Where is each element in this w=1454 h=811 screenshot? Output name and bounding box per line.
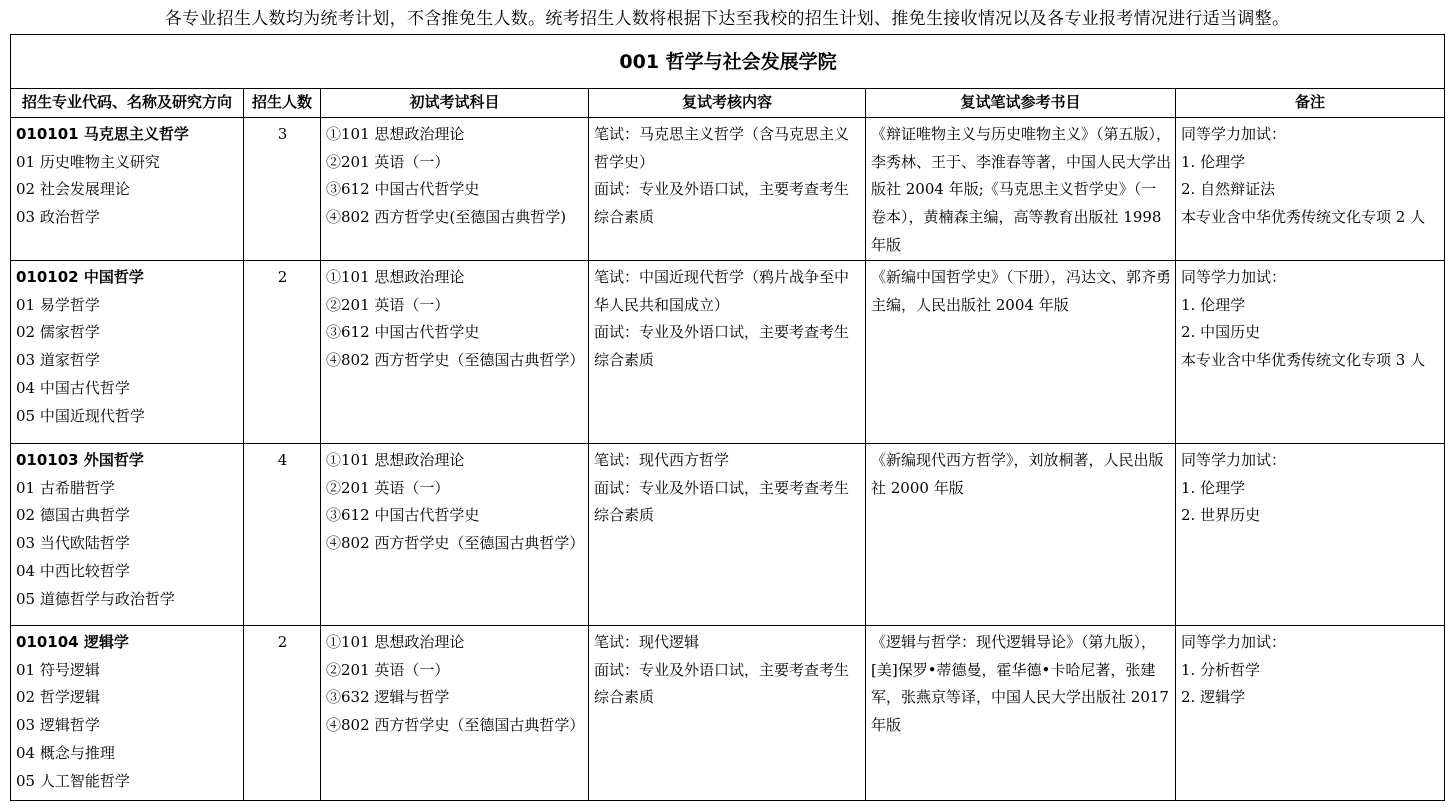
books-cell [866,117,1176,260]
exam-subject: ②201 英语（一） [326,478,450,497]
exams-cell [321,443,589,625]
retest-cell [589,260,866,443]
reference-book: 《逻辑与哲学：现代逻辑导论》（第九版），[美]保罗•蒂德曼，霍华德•卡哈尼著，张建军，张燕京等译，中国人民大学出版社 2017 年版 [871,632,1169,735]
enrollment-count: 2 [244,625,321,800]
exam-subject: ①101 思想政治理论 [326,267,465,286]
remark-line: 本专业含中华优秀传统文化专项 2 人 [1181,208,1426,227]
research-direction: 02 德国古典哲学 [16,506,130,525]
remark-line: 1. 伦理学 [1181,295,1246,314]
college-title: 001 哲学与社会发展学院 [11,35,1445,89]
research-direction: 02 儒家哲学 [16,323,100,342]
books-cell [866,443,1176,625]
major-name: 010104 逻辑学 [16,632,129,651]
research-direction: 02 社会发展理论 [16,180,130,199]
exam-subject: ③612 中国古代哲学史 [326,323,480,342]
admission-table [10,34,1445,801]
research-direction: 03 逻辑哲学 [16,716,100,735]
research-direction: 03 政治哲学 [16,208,100,227]
major-cell [11,260,244,443]
retest-content: 笔试：马克思主义哲学（含马克思主义哲学史） [594,124,850,171]
exam-subject: ④802 西方哲学史（至德国古典哲学） [326,351,585,370]
remark-line: 2. 自然辩证法 [1181,180,1276,199]
remarks-cell [1176,117,1445,260]
header-retest: 复试考核内容 [589,89,866,118]
admission-note: 各专业招生人数均为统考计划，不含推免生人数。统考招生人数将根据下达至我校的招生计划、推免生接收情况以及各专业报考情况进行适当调整。 [164,9,1290,29]
remarks-cell [1176,625,1445,800]
major-name: 010101 马克思主义哲学 [16,124,189,143]
research-direction: 01 历史唯物主义研究 [16,152,160,171]
research-direction: 02 哲学逻辑 [16,688,100,707]
retest-content: 面试：专业及外语口试，主要考查考生综合素质 [594,478,850,525]
research-direction: 05 道德哲学与政治哲学 [16,589,175,608]
table-row [11,625,1445,800]
header-books: 复试笔试参考书目 [866,89,1176,118]
retest-content: 面试：专业及外语口试，主要考查考生综合素质 [594,660,850,707]
exam-subject: ①101 思想政治理论 [326,632,465,651]
exams-cell [321,260,589,443]
header-remarks: 备注 [1176,89,1445,118]
reference-book: 《新编中国哲学史》（下册），冯达文、郭齐勇主编，人民出版社 2004 年版 [871,267,1172,314]
table-row [11,443,1445,625]
research-direction: 05 中国近现代哲学 [16,406,145,425]
header-row [11,89,1445,118]
retest-cell [589,625,866,800]
research-direction: 01 古希腊哲学 [16,478,115,497]
research-direction: 03 道家哲学 [16,351,100,370]
header-count: 招生人数 [244,89,321,118]
books-cell [866,625,1176,800]
remarks-cell [1176,443,1445,625]
exam-subject: ③632 逻辑与哲学 [326,688,450,707]
remark-line: 2. 逻辑学 [1181,688,1246,707]
research-direction: 04 中西比较哲学 [16,561,130,580]
retest-content: 笔试：现代逻辑 [594,632,700,651]
table-row [11,260,1445,443]
remarks-cell [1176,260,1445,443]
retest-cell [589,443,866,625]
remark-line: 本专业含中华优秀传统文化专项 3 人 [1181,351,1426,370]
major-cell [11,443,244,625]
major-cell [11,625,244,800]
header-exams: 初试考试科目 [321,89,589,118]
remark-line: 1. 伦理学 [1181,152,1246,171]
retest-content: 面试：专业及外语口试，主要考查考生综合素质 [594,323,850,370]
exam-subject: ④802 西方哲学史（至德国古典哲学） [326,534,585,553]
retest-content: 笔试：中国近现代哲学（鸦片战争至中华人民共和国成立） [594,267,850,314]
remark-line: 2. 世界历史 [1181,506,1261,525]
table-row [11,117,1445,260]
retest-cell [589,117,866,260]
research-direction: 04 概念与推理 [16,743,115,762]
reference-book: 《辩证唯物主义与历史唯物主义》（第五版），李秀林、王于、李淮春等著，中国人民大学出版社 2004 年版;《马克思主义哲学史》（一卷本），黄楠森主编，高等教育出版社 1998 年版 [871,124,1172,254]
exam-subject: ②201 英语（一） [326,152,450,171]
major-cell [11,117,244,260]
books-cell [866,260,1176,443]
enrollment-count: 4 [244,443,321,625]
exam-subject: ③612 中国古代哲学史 [326,506,480,525]
exam-subject: ④802 西方哲学史（至德国古典哲学） [326,716,585,735]
major-name: 010102 中国哲学 [16,267,144,286]
remark-line: 2. 中国历史 [1181,323,1261,342]
reference-book: 《新编现代西方哲学》，刘放桐著，人民出版社 2000 年版 [871,450,1164,497]
exam-subject: ①101 思想政治理论 [326,450,465,469]
header-major: 招生专业代码、名称及研究方向 [11,89,244,118]
remark-line: 同等学力加试： [1181,267,1287,286]
remark-line: 同等学力加试： [1181,632,1287,651]
retest-content: 面试：专业及外语口试，主要考查考生综合素质 [594,180,850,227]
research-direction: 01 易学哲学 [16,295,100,314]
remark-line: 1. 分析哲学 [1181,660,1261,679]
exam-subject: ②201 英语（一） [326,295,450,314]
exam-subject: ③612 中国古代哲学史 [326,180,480,199]
exam-subject: ④802 西方哲学史(至德国古典哲学) [326,208,567,227]
exam-subject: ①101 思想政治理论 [326,124,465,143]
remark-line: 1. 伦理学 [1181,478,1246,497]
major-name: 010103 外国哲学 [16,450,144,469]
exams-cell [321,625,589,800]
research-direction: 05 人工智能哲学 [16,771,130,790]
research-direction: 04 中国古代哲学 [16,378,130,397]
retest-content: 笔试：现代西方哲学 [594,450,730,469]
remark-line: 同等学力加试： [1181,124,1287,143]
exams-cell [321,117,589,260]
enrollment-count: 3 [244,117,321,260]
exam-subject: ②201 英语（一） [326,660,450,679]
research-direction: 01 符号逻辑 [16,660,100,679]
research-direction: 03 当代欧陆哲学 [16,534,130,553]
remark-line: 同等学力加试： [1181,450,1287,469]
enrollment-count: 2 [244,260,321,443]
